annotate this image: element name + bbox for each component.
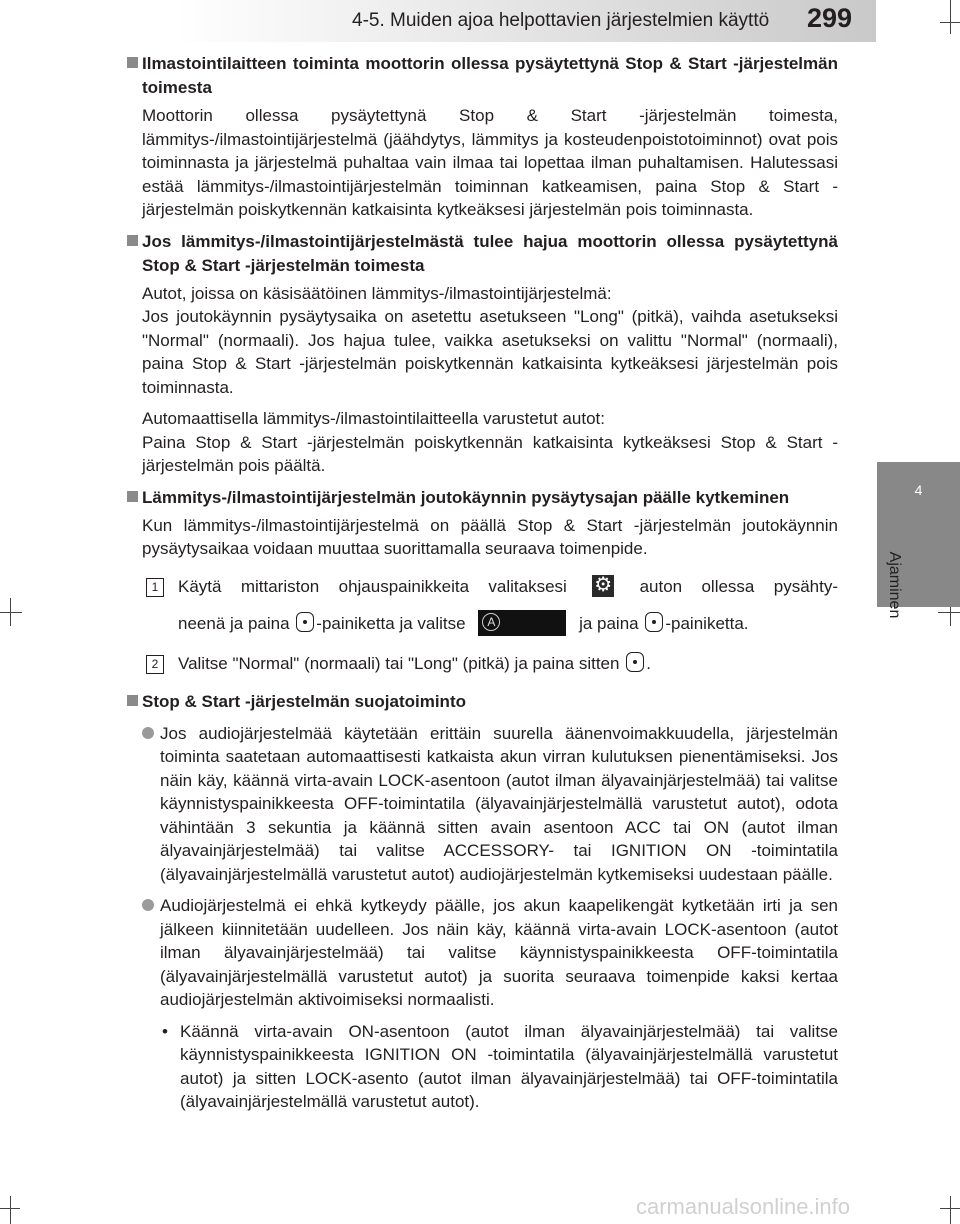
step-text: -painiketta ja valitse [316, 614, 466, 633]
ok-button-icon [626, 652, 644, 672]
chapter-number: 4 [914, 482, 923, 498]
crop-mark [10, 1196, 11, 1224]
mode-display-icon [478, 610, 566, 636]
section-paragraph: Jos joutokäynnin pysäytysaika on asetettu asetukseen "Long" (pitkä), vaihda asetukseksi "Normal" (normaali). Jos hajua tulee, vaikka asetukseksi on valittu "Normal" (normaali), paina Stop & Start -järjestelmän poiskytkennän katkaisinta kytkeäksesi järjestelmän pois toiminnasta. [142, 307, 838, 397]
sub-bullet-mark: • [162, 1021, 168, 1041]
step-text: . [646, 654, 651, 673]
step-text: neenä ja paina [178, 614, 290, 633]
bullet-item [142, 894, 838, 1012]
section-heading-text: Ilmastointilaitteen toiminta moottorin ollessa pysäytettynä Stop & Start -järjestelmän toimesta [142, 54, 838, 97]
step-text: -painiketta. [665, 614, 749, 633]
section-heading [142, 690, 838, 714]
watermark: carmanualsonline.info [636, 1194, 851, 1219]
bullet-dot-icon [142, 727, 154, 739]
step-2 [142, 652, 838, 676]
bullet-text: Audiojärjestelmä ei ehkä kytkeydy päälle, jos akun kaapelikengät kytketään irti ja sen jälkeen kiinnitetään uudelleen. Jos näin käy, käännä virta-avain LOCK-asentoon (autot ilman älyavainjärjestelmää) tai valitse käynnistyspainikkeesta OFF-toimintatila (älyavainjärjestelmällä varustetut autot) ja suorita seuraava toimenpide kaksi kertaa audiojärjestelmän aktivoimiseksi normaalisti. [160, 896, 838, 1009]
section-paragraph-line: Autot, joissa on käsisäätöinen lämmitys-/ilmastointijärjestelmä: [142, 283, 612, 303]
crop-mark [938, 612, 960, 613]
section-heading [142, 486, 838, 510]
bullet-text: Jos audiojärjestelmää käytetään erittäin suurella äänenvoimakkuudella, järjestelmän toiminta saatetaan automaattisesti katkaista akun virran kulutuksen pienentämiseksi. Jos näin käy, käännä virta-avain LOCK-asentoon (autot ilman älyavainjärjestelmää) tai valitse käynnistyspainikkeesta OFF-toimintatila (älyavainjärjestelmällä varustetut autot), odota vähintään 3 sekuntia ja käännä sitten avain asentoon ACC tai ON (autot ilman älyavainjärjestelmää) tai valitse ACCESSORY- tai IGNITION ON -toimintatila (älyavainjärjestelmällä varustetut autot) audiojärjestelmän kytkemiseksi uudestaan päälle. [160, 723, 838, 884]
section-paragraph: Paina Stop & Start -järjestelmän poiskytkennän katkaisinta kytkeäksesi Stop & Start -järjestelmän pois päältä. [142, 432, 838, 475]
step-text: Käytä mittariston ohjauspainikkeita valitaksesi [178, 576, 567, 596]
crop-mark [0, 612, 22, 613]
section [124, 486, 838, 676]
step-number: 2 [146, 655, 164, 674]
bullet-dot-icon [142, 899, 154, 911]
step-text: auton ollessa pysähty- [639, 576, 838, 596]
section-heading-text: Stop & Start -järjestelmän suojatoiminto [142, 691, 466, 711]
chapter-label [882, 548, 906, 628]
section-heading [142, 230, 838, 278]
chapter-label-text: Ajaminen [886, 551, 903, 619]
step-1 [142, 575, 838, 637]
section [124, 690, 838, 1114]
crop-mark [10, 598, 11, 626]
sub-bullet-text: Käännä virta-avain ON-asentoon (autot ilman älyavainjärjestelmää) tai valitse käynnistyspainikkeesta IGNITION ON -toimintatila (älyavainjärjestelmällä varustetut autot) ja sitten LOCK-asento (autot ilman älyavainjärjestelmää) tai OFF-toimintatila (älyavainjärjestelmällä varustetut autot). [180, 1021, 838, 1111]
page-content [124, 52, 838, 1114]
section-square-icon [127, 235, 138, 246]
ok-button-icon [645, 612, 663, 632]
section [124, 230, 838, 478]
section-heading-text: Jos lämmitys-/ilmastointijärjestelmästä tulee hajua moottorin ollessa pysäytettynä Stop & Start -järjestelmän toimesta [142, 231, 838, 275]
section-heading-text: Lämmitys-/ilmastointijärjestelmän joutokäynnin pysäytysajan päälle kytkeminen [142, 487, 790, 507]
section-paragraph: Moottorin ollessa pysäytettynä Stop & Start -järjestelmän toimesta, lämmitys-/ilmastointijärjestelmä (jäähdytys, lämmitys ja kosteudenpoistotoiminnot) ovat pois toiminnasta ja järjestelmä puhaltaa vain ilmaa tai lopettaa ilman puhaltamisen. Halutessasi estää lämmitys-/ilmastointijärjestelmän toiminnan katkeamisen, paina Stop & Start -järjestelmän poiskytkennän katkaisinta kytkeäksesi järjestelmän pois toiminnasta. [142, 106, 838, 219]
sub-bullet-item [142, 1020, 838, 1114]
section-paragraph: Kun lämmitys-/ilmastointijärjestelmä on päällä Stop & Start -järjestelmän joutokäynnin pysäytysaikaa voidaan muuttaa suorittamalla seuraava toimenpide. [142, 515, 838, 558]
section-paragraph-line: Automaattisella lämmitys-/ilmastointilaitteella varustetut autot: [142, 409, 605, 428]
gear-settings-icon [592, 575, 614, 597]
step-text: ja paina [579, 614, 639, 633]
bullet-item [142, 722, 838, 887]
section-square-icon [127, 695, 138, 706]
crop-mark [950, 1196, 951, 1224]
ok-button-icon [296, 612, 314, 632]
crop-mark [950, 0, 951, 34]
section-square-icon [127, 57, 138, 68]
section-square-icon [127, 491, 138, 502]
section-heading [142, 52, 838, 100]
step-text: Valitse "Normal" (normaali) tai "Long" (pitkä) ja paina sitten [178, 654, 620, 673]
header-title: 4-5. Muiden ajoa helpottavien järjestelmien käyttö [352, 10, 770, 31]
section [124, 52, 838, 222]
step-number: 1 [146, 578, 164, 597]
page-number: 299 [807, 3, 853, 33]
